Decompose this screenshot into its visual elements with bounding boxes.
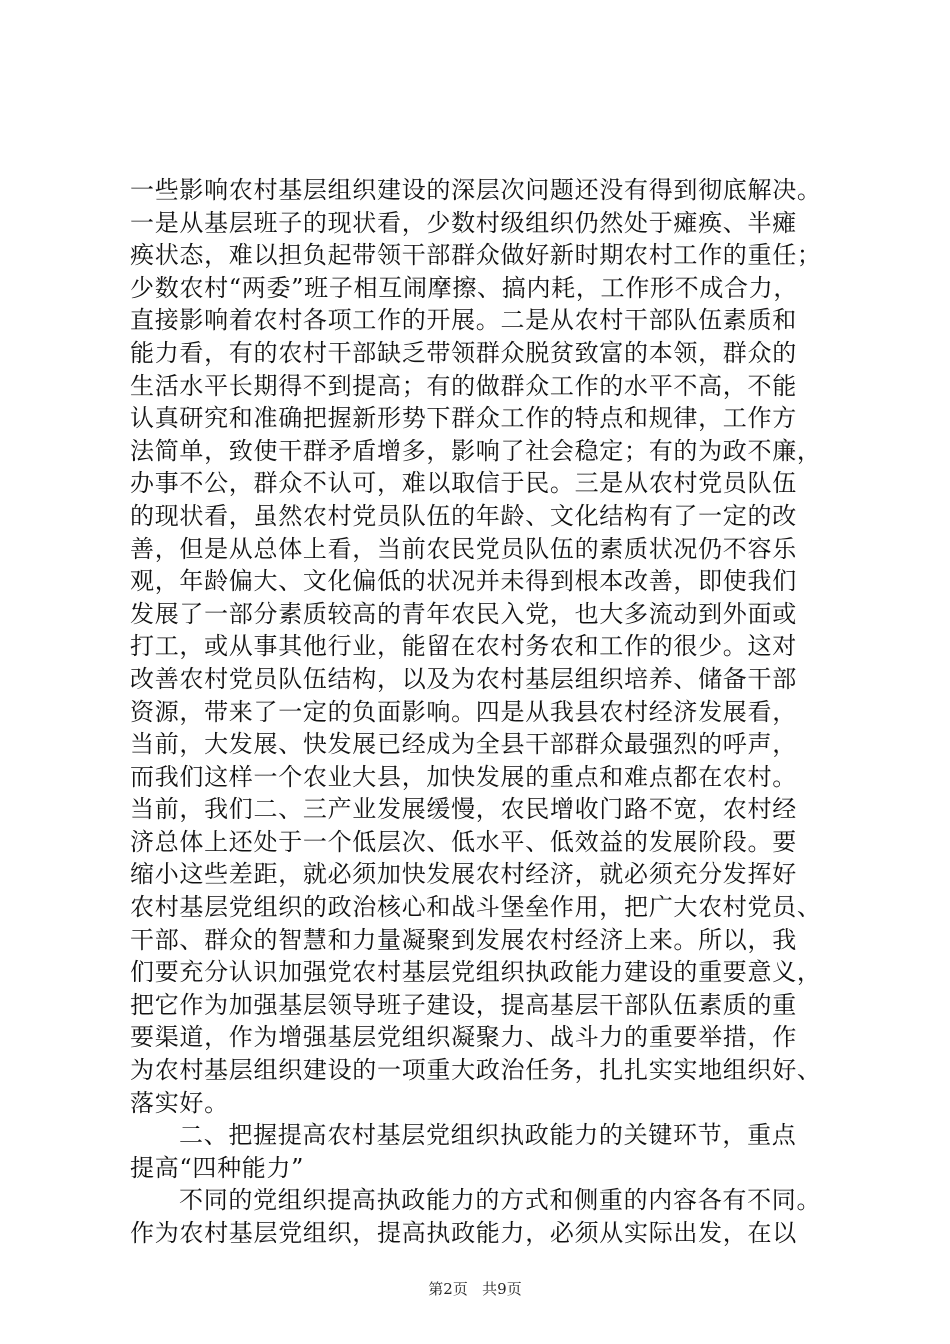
- text-line: 济总体上还处于一个低层次、低水平、低效益的发展阶段。要: [130, 827, 797, 856]
- page-separator: [473, 1280, 478, 1298]
- text-line: 认真研究和准确把握新形势下群众工作的特点和规律，工作方: [130, 404, 797, 433]
- text-line: 资源，带来了一定的负面影响。四是从我县农村经济发展看，: [130, 697, 797, 726]
- body-text: [130, 174, 830, 1250]
- text-line: 要渠道，作为增强基层党组织凝聚力、战斗力的重要举措，作: [130, 1023, 797, 1052]
- text-line: 少数农村“两委”班子相互闹摩擦、搞内耗，工作形不成合力，: [130, 273, 799, 302]
- text-line: 能力看，有的农村干部缺乏带领群众脱贫致富的本领，群众的: [130, 338, 797, 367]
- text-line: 一些影响农村基层组织建设的深层次问题还没有得到彻底解决。: [130, 176, 822, 204]
- text-line: 观，年龄偏大、文化偏低的状况并未得到根本改善，即使我们: [130, 567, 797, 596]
- text-line: 而我们这样一个农业大县，加快发展的重点和难点都在农村。: [130, 762, 797, 791]
- text-line: 作为农村基层党组织，提高执政能力，必须从实际出发，在以: [130, 1219, 797, 1247]
- text-line: 办事不公，群众不认可，难以取信于民。三是从农村党员队伍: [130, 469, 797, 498]
- text-line: 打工，或从事其他行业，能留在农村务农和工作的很少。这对: [130, 632, 797, 661]
- text-line: 一是从基层班子的现状看，少数村级组织仍然处于瘫痪、半瘫: [130, 208, 797, 237]
- text-line: 不同的党组织提高执政能力的方式和侧重的内容各有不同。: [179, 1186, 822, 1215]
- page-footer: [0, 1278, 950, 1299]
- page-total: 共9页: [482, 1280, 522, 1298]
- text-line: 农村基层党组织的政治核心和战斗堡垒作用，把广大农村党员、: [130, 893, 822, 922]
- text-line: 干部、群众的智慧和力量凝聚到发展农村经济上来。所以，我: [130, 925, 797, 954]
- text-line: 的现状看，虽然农村党员队伍的年龄、文化结构有了一定的改: [130, 501, 797, 530]
- text-line: 为农村基层组织建设的一项重大政治任务，扎扎实实地组织好、: [130, 1056, 822, 1085]
- text-line: 生活水平长期得不到提高；有的做群众工作的水平不高，不能: [130, 371, 797, 400]
- text-line: 落实好。: [130, 1088, 229, 1117]
- text-line: 直接影响着农村各项工作的开展。二是从农村干部队伍素质和: [130, 306, 797, 335]
- text-line: 缩小这些差距，就必须加快发展农村经济，就必须充分发挥好: [130, 860, 797, 889]
- text-line: 把它作为加强基层领导班子建设，提高基层干部队伍素质的重: [130, 990, 797, 1019]
- section-heading-line: 二、把握提高农村基层党组织执政能力的关键环节，重点: [179, 1121, 797, 1150]
- section-heading-line: 提高“四种能力”: [130, 1153, 305, 1182]
- text-line: 当前，我们二、三产业发展缓慢，农民增收门路不宽，农村经: [130, 795, 797, 824]
- page-number: 第2页: [428, 1280, 468, 1298]
- text-line: 善，但是从总体上看，当前农民党员队伍的素质状况仍不容乐: [130, 534, 797, 563]
- text-line: 痪状态，难以担负起带领干部群众做好新时期农村工作的重任；: [130, 241, 822, 270]
- text-line: 当前，大发展、快发展已经成为全县干部群众最强烈的呼声，: [130, 730, 797, 759]
- text-line: 发展了一部分素质较高的青年农民入党，也大多流动到外面或: [130, 599, 797, 628]
- text-line: 法简单，致使干群矛盾增多，影响了社会稳定；有的为政不廉，: [130, 436, 822, 465]
- text-line: 们要充分认识加强党农村基层党组织执政能力建设的重要意义，: [130, 958, 822, 987]
- text-line: 改善农村党员队伍结构，以及为农村基层组织培养、储备干部: [130, 664, 797, 693]
